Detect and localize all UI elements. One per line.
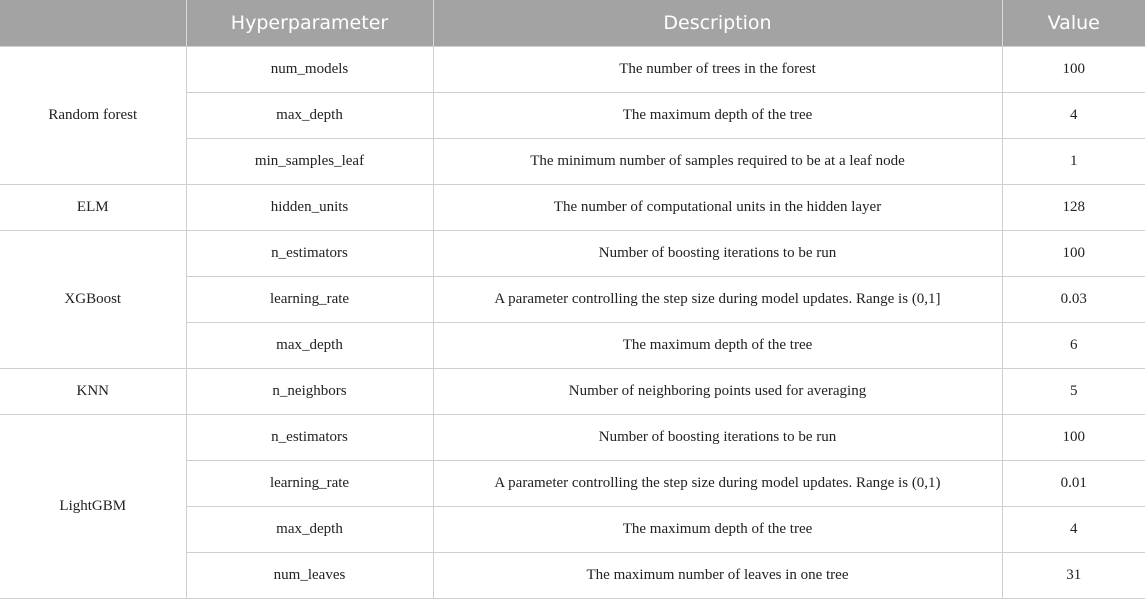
hyperparameter-cell: hidden_units bbox=[186, 185, 433, 231]
header-row bbox=[0, 0, 1145, 47]
description-cell: The maximum depth of the tree bbox=[433, 323, 1002, 369]
description-cell: Number of boosting iterations to be run bbox=[433, 415, 1002, 461]
table-row bbox=[0, 231, 1145, 277]
header-hyperparameter: Hyperparameter bbox=[186, 0, 433, 47]
table-header bbox=[0, 0, 1145, 47]
value-cell: 0.01 bbox=[1002, 461, 1145, 507]
hyperparameter-cell: min_samples_leaf bbox=[186, 139, 433, 185]
hyperparameter-cell: n_neighbors bbox=[186, 369, 433, 415]
description-cell: The number of trees in the forest bbox=[433, 47, 1002, 93]
header-description: Description bbox=[433, 0, 1002, 47]
table-row bbox=[0, 47, 1145, 93]
table-row bbox=[0, 185, 1145, 231]
value-cell: 31 bbox=[1002, 553, 1145, 599]
description-cell: Number of boosting iterations to be run bbox=[433, 231, 1002, 277]
value-cell: 4 bbox=[1002, 93, 1145, 139]
model-cell: ELM bbox=[0, 185, 186, 231]
description-cell: The number of computational units in the hidden layer bbox=[433, 185, 1002, 231]
hyperparameter-cell: learning_rate bbox=[186, 277, 433, 323]
hyperparameter-cell: num_models bbox=[186, 47, 433, 93]
hyperparameter-cell: max_depth bbox=[186, 93, 433, 139]
value-cell: 0.03 bbox=[1002, 277, 1145, 323]
value-cell: 5 bbox=[1002, 369, 1145, 415]
value-cell: 4 bbox=[1002, 507, 1145, 553]
value-cell: 100 bbox=[1002, 231, 1145, 277]
model-cell: Random forest bbox=[0, 47, 186, 185]
header-model bbox=[0, 0, 186, 47]
description-cell: A parameter controlling the step size during model updates. Range is (0,1) bbox=[433, 461, 1002, 507]
hyperparameter-cell: max_depth bbox=[186, 507, 433, 553]
value-cell: 1 bbox=[1002, 139, 1145, 185]
hyperparameter-cell: learning_rate bbox=[186, 461, 433, 507]
model-cell: LightGBM bbox=[0, 415, 186, 599]
model-cell: XGBoost bbox=[0, 231, 186, 369]
hyperparameter-cell: num_leaves bbox=[186, 553, 433, 599]
description-cell: A parameter controlling the step size during model updates. Range is (0,1] bbox=[433, 277, 1002, 323]
table-body bbox=[0, 47, 1145, 599]
header-value: Value bbox=[1002, 0, 1145, 47]
value-cell: 100 bbox=[1002, 415, 1145, 461]
description-cell: The maximum depth of the tree bbox=[433, 507, 1002, 553]
description-cell: The maximum depth of the tree bbox=[433, 93, 1002, 139]
description-cell: The minimum number of samples required to be at a leaf node bbox=[433, 139, 1002, 185]
hyperparameter-cell: n_estimators bbox=[186, 415, 433, 461]
value-cell: 6 bbox=[1002, 323, 1145, 369]
table-row bbox=[0, 415, 1145, 461]
hyperparameter-cell: n_estimators bbox=[186, 231, 433, 277]
model-cell: KNN bbox=[0, 369, 186, 415]
value-cell: 128 bbox=[1002, 185, 1145, 231]
value-cell: 100 bbox=[1002, 47, 1145, 93]
description-cell: Number of neighboring points used for averaging bbox=[433, 369, 1002, 415]
hyperparameter-cell: max_depth bbox=[186, 323, 433, 369]
table-row bbox=[0, 369, 1145, 415]
description-cell: The maximum number of leaves in one tree bbox=[433, 553, 1002, 599]
